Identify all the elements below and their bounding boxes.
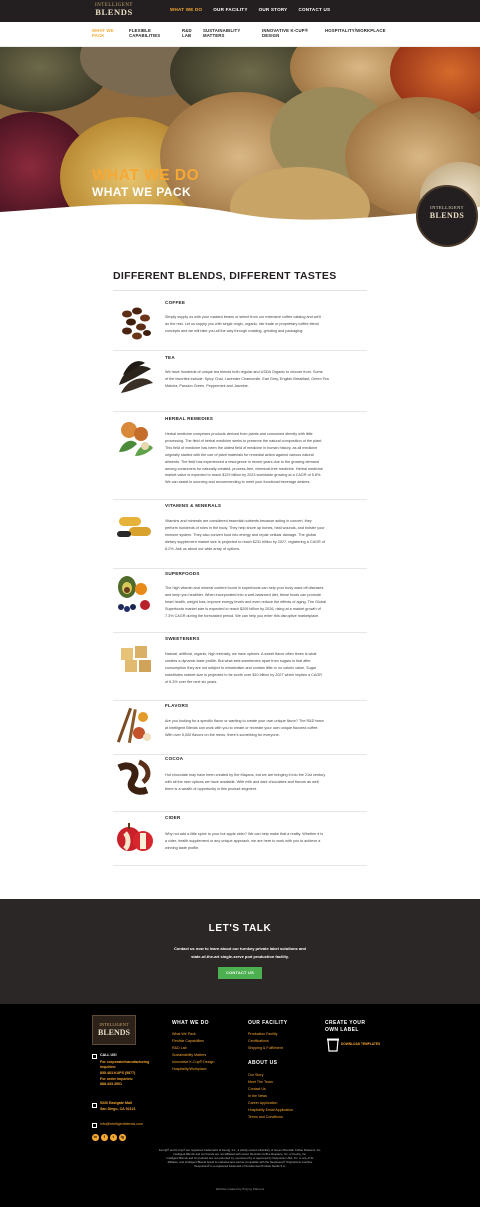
product-herbal-remedies: [113, 416, 367, 500]
footer-link[interactable]: Our Story: [248, 1073, 264, 1077]
footer-link[interactable]: Terms and Conditions: [248, 1115, 283, 1119]
address-line: San Diego, CA 92121: [100, 1107, 136, 1111]
desc-line: of 6.3% over the next six years.: [165, 679, 218, 684]
vitamin-capsules-image: [113, 503, 157, 547]
product-name: COFFEE: [165, 300, 186, 305]
desc-line: This field of medicine has been the oldest field of medicine in human history, as all medicine: [165, 445, 318, 450]
product-sweeteners: [113, 636, 367, 702]
section-title: DIFFERENT BLENDS, DIFFERENT TASTES: [113, 270, 337, 282]
desc-line: We can assist in sourcing and recommending to meet your functional beverage desires.: [165, 480, 311, 485]
footer: [0, 1004, 480, 1207]
legal-line: Keurig® and K-Cup® are registered trademarks of Keurig, Inc., a wholly owned subsidiary of Green Mountain Coffee Roasters, Inc.: [158, 1148, 322, 1152]
footer-link[interactable]: Hospitality/Workplace: [172, 1067, 207, 1071]
desc-line: 8.2%. Ask us about our wide array of options.: [165, 546, 241, 551]
desc-line: Simply supply us with your roasted beans or select from our extensive coffee catalog and we'll: [165, 315, 321, 319]
desc-line: market value is expected to reach $129 billion by 2023 worldwide growing at a CAGR of 5.8%.: [165, 473, 322, 478]
desc-line: Herbal medicine comprises products derived from plants and consumed directly with little: [165, 432, 313, 436]
subnav-label: CAPABILITIES: [129, 33, 161, 38]
desc-line: do the rest. Let us supply you with single origin, organic, fair trade or proprietary coffee blend: [165, 321, 319, 326]
badge-line2: BLENDS: [429, 211, 465, 220]
footer-logo-line1: INTELLIGENT: [99, 1022, 129, 1027]
desc-line: heart health, weight loss, improve energy levels and even reduce the effects of aging. The Global: [165, 599, 327, 604]
desc-line: a cider, health supplement or any unique approach, we are here to work with you to achieve a: [165, 838, 321, 843]
hero-subtitle: WHAT WE PACK: [92, 185, 192, 199]
footer-col-create-2: OWN LABEL: [325, 1027, 359, 1033]
subnav-label: R&D: [182, 28, 192, 33]
footer-link[interactable]: Career Application: [248, 1101, 278, 1105]
desc-line: Natural, artificial, organic, high intensity, we have options. A sweet flavor often times is what: [165, 652, 317, 656]
subnav-sustainability[interactable]: [203, 28, 240, 38]
divider: [113, 632, 367, 633]
product-name: SUPERFOODS: [165, 571, 200, 576]
phone-link[interactable]: 855.463.KUPS (5877): [100, 1071, 136, 1075]
lets-talk-section: [0, 899, 480, 1004]
flavors-image: [113, 703, 157, 747]
subnav-label: DESIGN: [262, 33, 280, 38]
herbs-image: [113, 416, 157, 460]
divider: [113, 865, 367, 866]
desc-line: immune system. They also convert food into energy and repair cellular damage. The global: [165, 532, 316, 537]
location-icon: [92, 1103, 97, 1108]
desc-line: With over 5,000 flavors on the menu, there's something for everyone.: [165, 732, 280, 737]
footer-col-what-we-do: WHAT WE DO: [172, 1020, 209, 1026]
product-description: [165, 314, 366, 335]
desc-line: consumption they are not subject to metabolism and contain little or no caloric value. Sugar: [165, 665, 317, 670]
product-description: [165, 772, 366, 793]
footer-link[interactable]: Meet The Team: [248, 1080, 273, 1084]
footer-col-facility: OUR FACILITY: [248, 1020, 288, 1026]
product-description: [165, 585, 366, 620]
lets-talk-line: state-of-the-art single-serve pod production facility.: [191, 954, 289, 959]
desc-line: Superfoods market size is expected to reach $209 billion by 2026, rising at a market growth of: [165, 606, 321, 611]
brand-line1: INTELLIGENT: [95, 3, 133, 8]
divider: [113, 811, 367, 812]
apple-image: [113, 815, 157, 859]
nav-our-story[interactable]: OUR STORY: [258, 7, 288, 12]
linkedin-icon[interactable]: in: [93, 1135, 97, 1139]
nav-what-we-do[interactable]: WHAT WE DO: [170, 7, 203, 12]
desc-line: Matcha, Passion Green, Peppermint and Jasmine.: [165, 383, 249, 388]
product-name: COCOA: [165, 756, 184, 761]
legal-text: [113, 1148, 367, 1168]
footer-link[interactable]: R&D Lab: [172, 1046, 187, 1050]
call-text: For corporate/manufacturing: [100, 1060, 150, 1064]
subnav-label: HOSPITALITY/WORKPLACE: [325, 28, 386, 33]
brand-badge: [416, 185, 478, 247]
desc-line: perform hundreds of roles in the body. They help shore up bones, heal wounds, and bolster your: [165, 525, 325, 530]
product-cider: [113, 815, 367, 867]
product-coffee: [113, 300, 367, 352]
desc-line: Are you looking for a specific flavor or wanting to create your own unique flavor? The R&D team: [165, 719, 324, 723]
subnav-label: FLEXIBLE: [129, 28, 151, 33]
subnav-label: MATTERS: [203, 33, 225, 38]
product-tea: [113, 355, 367, 415]
nav-our-facility[interactable]: OUR FACILITY: [213, 7, 248, 12]
subnav-flexible-capabilities[interactable]: [129, 28, 160, 38]
legal-line: affiliates, and Intelligent Blends brand is marketed and sold as compatible with the Nespresso® OriginalLine machine: [167, 1160, 313, 1164]
phone-icon: [92, 1054, 97, 1059]
desc-line: creates a dynamic taste profile. But what sets sweeteners apart from sugars is that after: [165, 658, 311, 663]
product-name: VITAMINS & MINERALS: [165, 503, 222, 508]
footer-link[interactable]: Sustainability Matters: [172, 1053, 207, 1057]
contact-us-button[interactable]: CONTACT US: [218, 967, 262, 979]
cup-icon: [327, 1038, 339, 1052]
product-name: CIDER: [165, 815, 181, 820]
nav-contact-us[interactable]: CONTACT US: [298, 7, 331, 12]
mail-icon: [92, 1123, 97, 1128]
footer-col-create: CREATE YOUR: [325, 1020, 366, 1026]
lets-talk-line: Contact us now to learn about our turnkey private label solutions and: [173, 946, 306, 951]
hero-title: WHAT WE DO: [92, 167, 200, 184]
call-title: CALL US!: [100, 1053, 117, 1057]
address-line: 5330 Eastgate Mall: [100, 1101, 132, 1105]
subnav-label: SUSTAINABILITY: [203, 28, 241, 33]
email-link[interactable]: info@intelligentblends.com: [100, 1122, 144, 1126]
top-nav: [0, 0, 480, 22]
product-description: [165, 431, 366, 486]
desc-line: at Intelligent Blends can work with you to create or recreate your own unique flavored coffee.: [165, 725, 319, 730]
coffee-beans-image: [113, 300, 157, 344]
desc-line: winning taste profile.: [165, 845, 200, 850]
product-flavors: [113, 703, 367, 757]
brand-logo[interactable]: [92, 3, 136, 18]
desc-line: and keep you healthier. When incorporated into a well-balanced diet, these foods can promote: [165, 592, 322, 597]
hero-banner: [0, 47, 480, 237]
divider: [113, 411, 367, 412]
product-name: SWEETENERS: [165, 636, 200, 641]
product-description: [165, 369, 366, 390]
product-vitamins-minerals: [113, 503, 367, 571]
sub-nav: [0, 22, 480, 47]
subnav-kcup-design[interactable]: [262, 28, 308, 38]
instagram-icon[interactable]: ig: [120, 1135, 124, 1139]
footer-link[interactable]: Certifications: [248, 1039, 269, 1043]
desc-line: Vitamins and minerals are considered essential nutrients because acting in concert, they: [165, 519, 312, 523]
footer-logo[interactable]: [92, 1015, 136, 1045]
legal-line: Intelligent Blends and its products are not endorsed by, sponsored by or approved by Nespresso USA, Inc. or any of its: [166, 1156, 314, 1160]
desc-line: originally started with the use of plant materials for remedial action against various natural: [165, 452, 314, 457]
footer-link[interactable]: Flexible Capabilities: [172, 1039, 204, 1043]
subnav-label: WHAT WE: [92, 28, 114, 33]
superfoods-image: [113, 571, 157, 615]
divider: [113, 290, 367, 291]
chocolate-image: [113, 756, 157, 800]
subnav-what-we-pack[interactable]: [92, 28, 114, 38]
subnav-label: INNOVATIVE K-CUP®: [262, 28, 309, 33]
product-name: TEA: [165, 355, 175, 360]
footer-col-about: ABOUT US: [248, 1060, 278, 1066]
desc-line: substitutes market size is projected to be worth over $10 billion by 2027 which implies a CAGR: [165, 672, 322, 677]
tea-leaves-image: [113, 355, 157, 399]
desc-line: ailments. The field has experienced a resurgence in recent years due to the growing demand: [165, 459, 319, 464]
facebook-icon[interactable]: f: [101, 1134, 108, 1141]
desc-line: Hot chocolate may have been created by the Mayans, but we are bringing it into the 21st century: [165, 773, 326, 777]
product-description: [165, 651, 366, 686]
divider: [113, 350, 367, 351]
product-name: FLAVORS: [165, 703, 189, 708]
product-description: [165, 831, 366, 852]
desc-line: processing. The field of herbal medicine seeks to preserve the natural composition of the plant.: [165, 438, 323, 443]
phone-link[interactable]: 888.433.3901: [100, 1082, 122, 1086]
spices-background-image: [0, 47, 480, 237]
call-text: For order inquiries:: [100, 1077, 134, 1081]
desc-line: 7.3% CAGR during the forecasted period. We can help you enter this disruptive marketplace.: [165, 613, 320, 618]
divider: [113, 700, 367, 701]
footer-link[interactable]: In the News: [248, 1094, 267, 1098]
footer-link[interactable]: Shipping & Fulfillment: [248, 1046, 283, 1050]
desc-line: there is a wealth of opportunity in this product segment.: [165, 786, 257, 791]
footer-link[interactable]: Production Facility: [248, 1032, 278, 1036]
footer-logo-line2: BLENDS: [97, 1028, 130, 1037]
product-cocoa: [113, 756, 367, 814]
twitter-icon[interactable]: t: [110, 1134, 117, 1141]
sugar-cubes-image: [113, 636, 157, 680]
desc-line: Why not add a little spice to your hot apple cider? We can help make that a reality. Whether it is: [165, 832, 324, 836]
desc-line: of the favorites include: Spicy Chai, Lavender Chamomile, Earl Grey, English Breakfast, Green Tea: [165, 376, 329, 381]
desc-line: concepts and we will take you all the way through roasting, grinding and packaging.: [165, 328, 304, 333]
brand-line2: BLENDS: [95, 7, 133, 17]
call-text: inquiries:: [100, 1065, 117, 1069]
site-credit[interactable]: Website created by Polymy Partners: [215, 1187, 265, 1191]
lets-talk-title: LET'S TALK: [208, 923, 272, 934]
footer-link[interactable]: Hospitality Email Application: [248, 1108, 293, 1112]
subnav-label: LAB: [182, 33, 192, 38]
main-menu: [170, 7, 330, 12]
desc-line: We have hundreds of unique tea blends both regular and USDA Organic to choose from. Some: [165, 370, 323, 374]
product-description: [165, 518, 366, 553]
badge-line1: INTELLIGENT: [430, 205, 464, 210]
desc-line: with all the new options we have available. With milk and dark chocolates and flavors as well,: [165, 779, 320, 784]
desc-line: The high vitamin and mineral content found in superfoods can help your body ward off diseases: [165, 586, 324, 590]
subnav-hospitality[interactable]: [325, 28, 386, 33]
desc-line: among consumers for naturally-created, process-free, chemical-free medicine. Herbal medicine: [165, 466, 323, 471]
subnav-rd-lab[interactable]: [182, 28, 192, 38]
legal-line: Intelligent Blends and our brands are not affiliated with Green Mountain Coffee Roasters, Inc. or Keurig, Inc.: [173, 1152, 307, 1156]
subnav-label: PACK: [92, 33, 105, 38]
desc-line: dietary supplement market size is projected to reach $231 billion by 2027, registering a CAGR of: [165, 539, 325, 544]
footer-link[interactable]: What We Pack: [172, 1032, 196, 1036]
lets-talk-text: [140, 945, 340, 961]
divider: [113, 754, 367, 755]
product-superfoods: [113, 571, 367, 633]
download-templates-link[interactable]: DOWNLOAD TEMPLATES: [341, 1042, 381, 1046]
footer-link[interactable]: Innovative K-Cup® Design: [172, 1060, 215, 1064]
legal-line: Nespresso® is a registered trademark of Société des Produits Nestlé S.A.: [194, 1164, 286, 1168]
divider: [113, 568, 367, 569]
divider: [113, 499, 367, 500]
product-name: HERBAL REMEDIES: [165, 416, 214, 421]
product-description: [165, 718, 366, 739]
footer-link[interactable]: Contact Us: [248, 1087, 266, 1091]
